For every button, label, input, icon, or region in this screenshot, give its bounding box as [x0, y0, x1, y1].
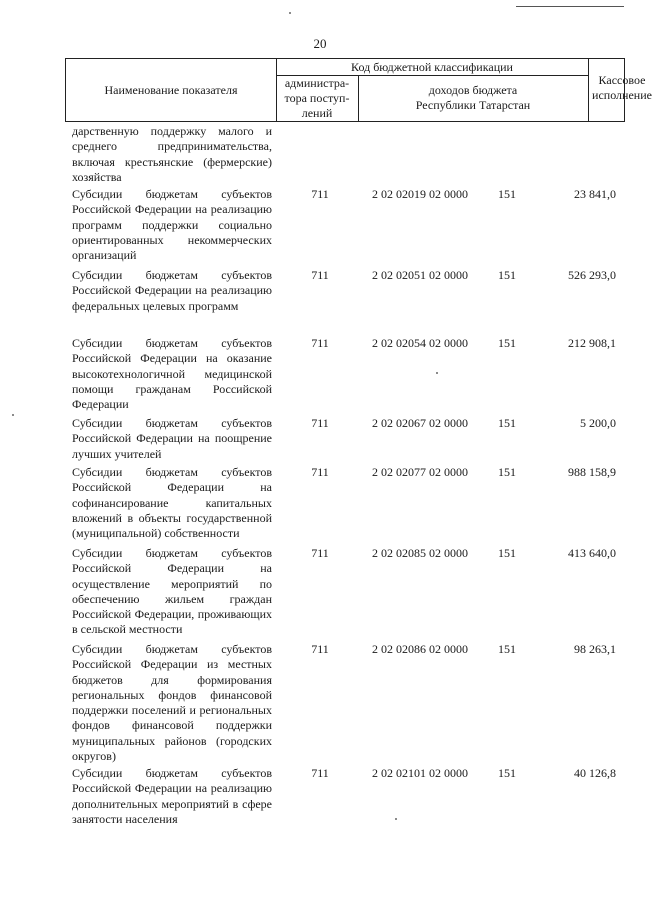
row-code: 2 02 02067 02 0000: [372, 416, 468, 430]
row-name: Субсидии бюджетам субъектов Российской Федерации на осуществление мероприятий по обеспечению жильем граждан Российской Федерации, проживающих в сельской местности: [72, 546, 272, 637]
row-type: 151: [498, 268, 516, 282]
header-income-column: [358, 75, 589, 121]
row-code: 2 02 02101 02 0000: [372, 766, 468, 780]
row-name: Субсидии бюджетам субъектов Российской Федерации на оказание высокотехнологичной медицинской помощи гражданам Российской Федерации: [72, 336, 272, 412]
row-name: дарственную поддержку малого и среднего предпринимательства, включая крестьянские (фермерские) хозяйства: [72, 124, 272, 184]
row-name: Субсидии бюджетам субъектов Российской Федерации на поощрение лучших учителей: [72, 416, 272, 461]
row-amount: 98 263,1: [574, 642, 616, 656]
row-code: 2 02 02085 02 0000: [372, 546, 468, 560]
scan-speck: [436, 372, 438, 374]
row-admin: 711: [311, 416, 329, 430]
row-type: 151: [498, 187, 516, 201]
top-rule: [516, 6, 624, 7]
header-code-group: Код бюджетной классификации: [276, 59, 589, 76]
header-cash-label: Кассовое исполнение: [592, 73, 652, 102]
row-admin: 711: [311, 268, 329, 282]
row-code: 2 02 02051 02 0000: [372, 268, 468, 282]
row-admin: 711: [311, 766, 329, 780]
row-admin: 711: [311, 187, 329, 201]
row-name: Субсидии бюджетам субъектов Российской Федерации на реализацию дополнительных мероприятий в сфере занятости населения: [72, 766, 272, 826]
row-amount: 526 293,0: [568, 268, 616, 282]
scan-speck: [395, 818, 397, 820]
row-admin: 711: [311, 465, 329, 479]
header-admin-label: администра-тора поступ-лений: [284, 75, 350, 120]
row-amount: 5 200,0: [580, 416, 616, 430]
row-name: Субсидии бюджетам субъектов Российской Федерации на реализацию федеральных целевых программ: [72, 268, 272, 313]
row-code: 2 02 02077 02 0000: [372, 465, 468, 479]
row-amount: 413 640,0: [568, 546, 616, 560]
row-name: Субсидии бюджетам субъектов Российской Федерации на софинансирование капитальных вложений в объекты государственной (муниципальной) собственности: [72, 465, 272, 541]
row-type: 151: [498, 642, 516, 656]
row-amount: 40 126,8: [574, 766, 616, 780]
row-name: Субсидии бюджетам субъектов Российской Федерации из местных бюджетов для формирования региональных фондов финансовой поддержки поселений и региональных фондов финансовой поддержки муниципальных районов (городских округов): [72, 642, 272, 764]
row-admin: 711: [311, 336, 329, 350]
row-amount: 23 841,0: [574, 187, 616, 201]
row-code: 2 02 02019 02 0000: [372, 187, 468, 201]
row-type: 151: [498, 546, 516, 560]
row-code: 2 02 02086 02 0000: [372, 642, 468, 656]
page-number: 20: [313, 36, 327, 51]
row-amount: 212 908,1: [568, 336, 616, 350]
row-name: Субсидии бюджетам субъектов Российской Федерации на реализацию программ поддержки социально ориентированных некоммерческих организаций: [72, 187, 272, 263]
header-name-column: [66, 59, 277, 121]
row-admin: 711: [311, 642, 329, 656]
row-type: 151: [498, 465, 516, 479]
row-type: 151: [498, 336, 516, 350]
row-amount: 988 158,9: [568, 465, 616, 479]
row-code: 2 02 02054 02 0000: [372, 336, 468, 350]
header-admin-column: [276, 75, 359, 121]
header-cash-column: [588, 59, 652, 121]
scan-speck: [12, 414, 14, 416]
row-type: 151: [498, 766, 516, 780]
row-admin: 711: [311, 546, 329, 560]
table-header: [65, 58, 652, 122]
header-name-label: Наименование показателя: [104, 82, 238, 97]
row-type: 151: [498, 416, 516, 430]
header-income-label: доходов бюджета Республики Татарстан: [415, 83, 531, 112]
scan-speck: [289, 12, 291, 14]
